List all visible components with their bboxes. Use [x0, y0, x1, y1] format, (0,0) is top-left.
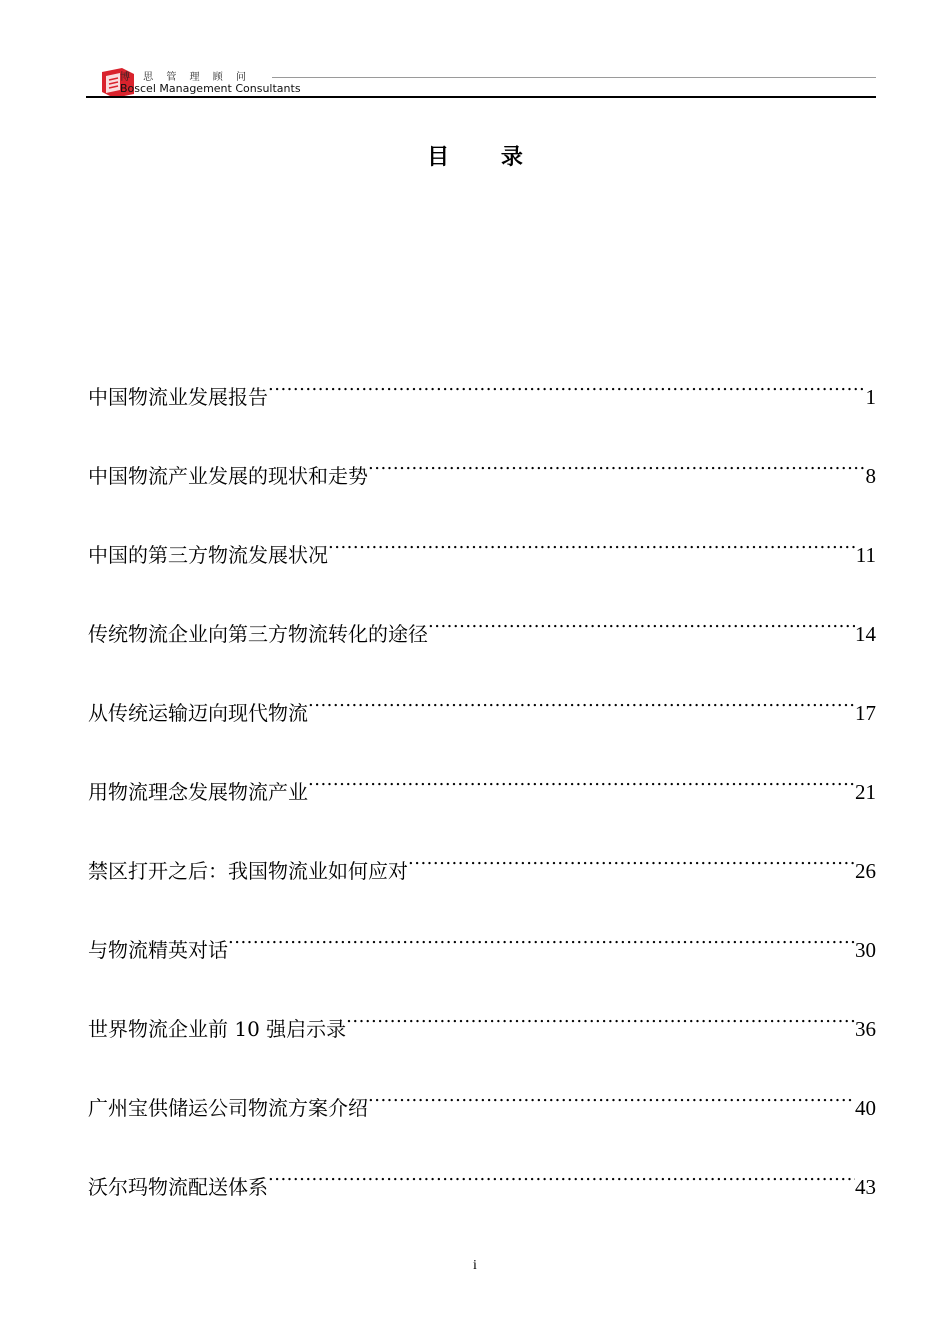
toc-entry-page: 40	[855, 1096, 876, 1120]
toc-entry-page: 14	[855, 622, 876, 646]
toc-entry-page: 36	[855, 1017, 876, 1041]
page-title: 目 录	[427, 145, 545, 170]
toc-dot-leader	[346, 998, 855, 1036]
toc-entry-title: 中国物流业发展报告	[88, 385, 268, 409]
toc-entry[interactable]	[88, 761, 876, 840]
header-thin-line	[272, 77, 876, 78]
toc-entry-title: 禁区打开之后：我国物流业如何应对	[88, 859, 408, 883]
toc-entry-title: 中国物流产业发展的现状和走势	[88, 464, 368, 488]
toc-entry-page: 21	[855, 780, 876, 804]
toc-entry[interactable]	[88, 1156, 876, 1235]
toc-dot-leader	[308, 761, 855, 799]
page-header	[86, 62, 876, 102]
toc-dot-leader	[368, 1077, 855, 1115]
toc-entry-page: 8	[865, 464, 876, 488]
toc-entry[interactable]	[88, 1077, 876, 1156]
toc-entry[interactable]	[88, 603, 876, 682]
toc-dot-leader	[268, 366, 866, 404]
toc-entry-title: 世界物流企业前 10 强启示录	[88, 1017, 347, 1041]
toc-entry-title: 传统物流企业向第三方物流转化的途径	[88, 622, 428, 646]
table-of-contents	[88, 366, 876, 1235]
toc-dot-leader	[428, 603, 855, 641]
toc-entry-title: 沃尔玛物流配送体系	[88, 1175, 268, 1199]
toc-entry[interactable]	[88, 919, 876, 998]
toc-entry-title: 广州宝供储运公司物流方案介绍	[88, 1096, 368, 1120]
toc-entry-page: 17	[855, 701, 876, 725]
footer-page-number: i	[473, 1258, 477, 1273]
toc-dot-leader	[228, 919, 855, 957]
toc-dot-leader	[328, 524, 856, 562]
header-rule	[86, 96, 876, 98]
toc-dot-leader	[308, 682, 855, 720]
toc-entry[interactable]	[88, 366, 876, 445]
toc-entry[interactable]	[88, 840, 876, 919]
toc-entry[interactable]	[88, 998, 876, 1077]
toc-entry[interactable]	[88, 682, 876, 761]
toc-dot-leader	[408, 840, 855, 878]
company-name-chinese: 博 思 管 理 顾 问	[120, 72, 251, 83]
toc-entry[interactable]	[88, 524, 876, 603]
toc-entry-page: 43	[855, 1175, 876, 1199]
toc-entry-title: 从传统运输迈向现代物流	[88, 701, 308, 725]
company-name-english: Boscel Management Consultants	[120, 82, 301, 95]
toc-entry-page: 26	[855, 859, 876, 883]
toc-entry-page: 30	[855, 938, 876, 962]
toc-dot-leader	[368, 445, 866, 483]
toc-entry[interactable]	[88, 445, 876, 524]
toc-entry-title: 中国的第三方物流发展状况	[88, 543, 328, 567]
toc-entry-page: 11	[855, 543, 876, 567]
toc-entry-title: 用物流理念发展物流产业	[88, 780, 308, 804]
toc-dot-leader	[268, 1156, 855, 1194]
toc-entry-page: 1	[865, 385, 876, 409]
toc-entry-title: 与物流精英对话	[88, 938, 228, 962]
